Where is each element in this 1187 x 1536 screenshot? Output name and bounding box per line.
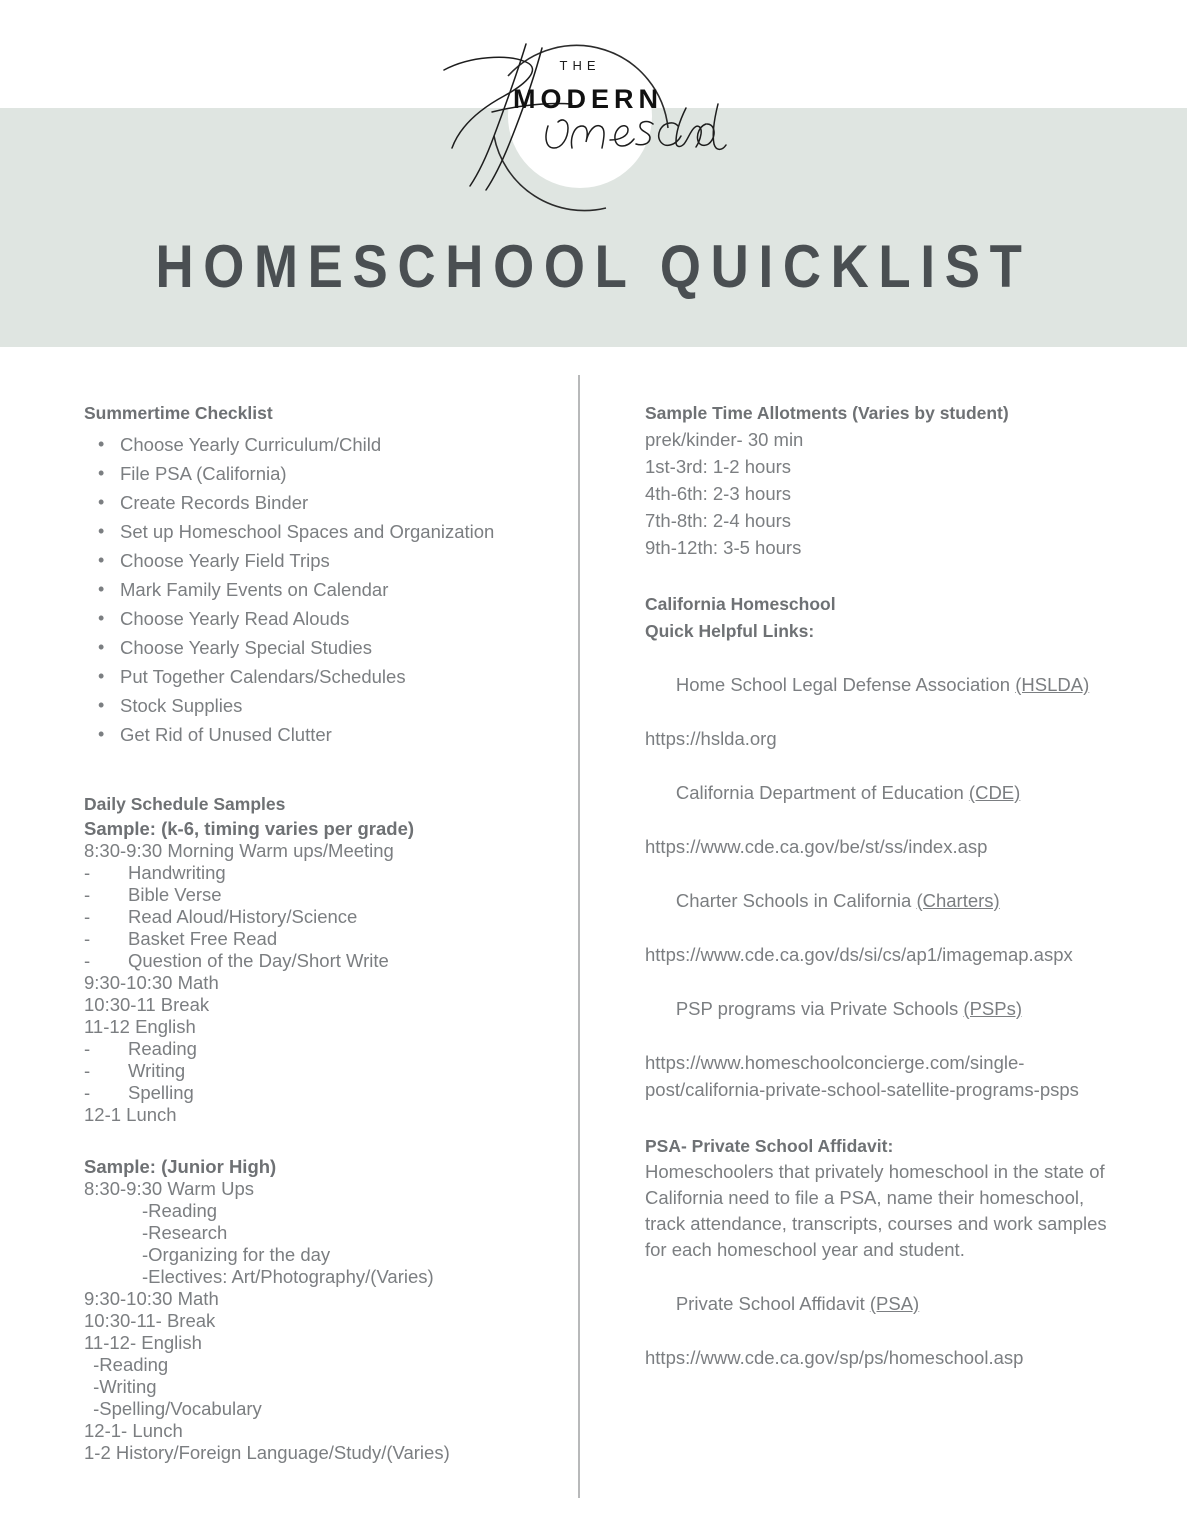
list-item[interactable]: • Choose Yearly Field Trips (84, 546, 554, 575)
list-item[interactable]: • Set up Homeschool Spaces and Organization (84, 517, 554, 546)
link-label: California Department of Education (675, 781, 969, 803)
logo-the: THE (559, 58, 601, 73)
link-psa[interactable]: (PSA) (869, 1293, 920, 1314)
dash-marker: - (84, 905, 91, 927)
url-psps-line1[interactable]: https://www.homeschoolconcierge.com/single- (645, 1051, 1025, 1073)
dash-marker: - (84, 949, 91, 971)
jh-line-break: 10:30-11- Break (84, 1309, 216, 1331)
link-charters[interactable]: (Charters) (916, 889, 1000, 911)
california-homeschool-heading: California Homeschool (645, 594, 836, 615)
k6-item-handwriting (84, 862, 554, 884)
psa-heading: PSA- Private School Affidavit: (645, 1135, 894, 1156)
link-label: Home School Legal Defense Association (675, 673, 1016, 695)
list-item[interactable]: • Choose Yearly Read Alouds (84, 604, 554, 633)
daily-schedule-heading: Daily Schedule Samples (84, 794, 286, 815)
allotment-1st-3rd: 1st-3rd: 1-2 hours (645, 456, 792, 478)
k6-item-question-of-the-day (84, 950, 554, 972)
k6-item-label: Basket Free Read (128, 927, 278, 949)
jh-item-organizing: -Organizing for the day (142, 1243, 331, 1265)
url-psps-line2[interactable]: post/california-private-school-satellite-programs-psps (645, 1078, 1079, 1100)
page-title: HOMESCHOOL QUICKLIST (155, 233, 1032, 300)
k6-item-writing (84, 1060, 554, 1082)
url-hslda[interactable]: https://hslda.org (645, 727, 777, 749)
summertime-checklist (84, 430, 554, 749)
list-item[interactable]: • Choose Yearly Curriculum/Child (84, 430, 554, 459)
allotment-7th-8th: 7th-8th: 2-4 hours (645, 510, 792, 532)
jh-line-english: 11-12- English (84, 1331, 202, 1353)
list-item[interactable]: • Choose Yearly Special Studies (84, 633, 554, 662)
psa-link-row (645, 1263, 1115, 1344)
list-item[interactable]: • Put Together Calendars/Schedules (84, 662, 554, 691)
brand-logo (430, 8, 730, 224)
link-row-hslda (645, 644, 1115, 725)
url-cde[interactable]: https://www.cde.ca.gov/be/st/ss/index.asp (645, 835, 988, 857)
logo-modern: MODERN (513, 84, 663, 114)
jh-english-writing: -Writing (88, 1375, 157, 1397)
list-item[interactable]: • Get Rid of Unused Clutter (84, 720, 554, 749)
summertime-checklist-heading: Summertime Checklist (84, 403, 273, 423)
quick-links-heading: Quick Helpful Links: (645, 620, 815, 641)
link-hslda[interactable]: (HSLDA) (1015, 673, 1090, 695)
link-row-cde (645, 752, 1115, 833)
link-cde[interactable]: (CDE) (968, 781, 1021, 803)
link-label: PSP programs via Private Schools (675, 997, 964, 1019)
left-column (84, 400, 554, 1464)
psa-body-text: Homeschoolers that privately homeschool in the state of California need to file a PSA, name their homeschool, track attendance, transcripts, courses and work samples for each homeschool year and student. (645, 1161, 1107, 1260)
jh-line-math: 9:30-10:30 Math (84, 1287, 219, 1309)
link-row-charters (645, 860, 1115, 941)
sample-k6-heading: Sample: (k-6, timing varies per grade) (84, 817, 415, 839)
allotment-4th-6th: 4th-6th: 2-3 hours (645, 483, 792, 505)
sample-junior-high-heading: Sample: (Junior High) (84, 1155, 277, 1177)
k6-line-math: 9:30-10:30 Math (84, 971, 219, 993)
k6-line-break: 10:30-11 Break (84, 993, 210, 1015)
k6-item-label: Question of the Day/Short Write (128, 949, 389, 971)
url-charters[interactable]: https://www.cde.ca.gov/ds/si/cs/ap1/imagemap.aspx (645, 943, 1073, 965)
page-header (0, 0, 1187, 347)
list-item[interactable]: • Create Records Binder (84, 488, 554, 517)
time-allotments-heading: Sample Time Allotments (Varies by student) (645, 403, 1009, 423)
list-item[interactable]: • Stock Supplies (84, 691, 554, 720)
k6-item-read-aloud (84, 906, 554, 928)
dash-marker: - (84, 927, 91, 949)
dash-marker: - (84, 883, 91, 905)
page-content (0, 347, 1187, 1536)
jh-english-spelling: -Spelling/Vocabulary (88, 1397, 262, 1419)
link-label: Charter Schools in California (675, 889, 917, 911)
list-item[interactable]: • File PSA (California) (84, 459, 554, 488)
k6-item-label: Handwriting (128, 861, 226, 883)
dash-marker: - (84, 861, 91, 883)
jh-english-reading: -Reading (88, 1353, 169, 1375)
k6-item-label: Spelling (128, 1081, 194, 1103)
jh-line-history: 1-2 History/Foreign Language/Study/(Varies) (84, 1441, 450, 1463)
jh-item-electives: -Electives: Art/Photography/(Varies) (142, 1265, 434, 1287)
jh-item-research: -Research (142, 1221, 228, 1243)
jh-line-warm-ups: 8:30-9:30 Warm Ups (84, 1177, 254, 1199)
k6-line-lunch: 12-1 Lunch (84, 1103, 177, 1125)
dash-marker: - (84, 1059, 91, 1081)
k6-item-label: Writing (128, 1059, 186, 1081)
jh-item-reading: -Reading (142, 1199, 218, 1221)
k6-line-morning: 8:30-9:30 Morning Warm ups/Meeting (84, 839, 394, 861)
jh-line-lunch: 12-1- Lunch (84, 1419, 183, 1441)
link-row-psps (645, 968, 1115, 1049)
k6-item-label: Bible Verse (128, 883, 222, 905)
link-psps[interactable]: (PSPs) (963, 997, 1023, 1019)
dash-marker: - (84, 1081, 91, 1103)
k6-item-bible-verse (84, 884, 554, 906)
k6-item-label: Read Aloud/History/Science (128, 905, 358, 927)
list-item[interactable]: • Mark Family Events on Calendar (84, 575, 554, 604)
k6-line-english: 11-12 English (84, 1015, 196, 1037)
column-divider (578, 375, 580, 1498)
k6-item-label: Reading (128, 1037, 197, 1059)
k6-item-basket-free-read (84, 928, 554, 950)
k6-item-reading (84, 1038, 554, 1060)
allotment-9th-12th: 9th-12th: 3-5 hours (645, 537, 802, 559)
right-column (645, 400, 1115, 1371)
url-psa[interactable]: https://www.cde.ca.gov/sp/ps/homeschool.asp (645, 1347, 1024, 1368)
dash-marker: - (84, 1037, 91, 1059)
k6-item-spelling (84, 1082, 554, 1104)
allotment-prek: prek/kinder- 30 min (645, 429, 804, 451)
link-label: Private School Affidavit (675, 1293, 870, 1314)
